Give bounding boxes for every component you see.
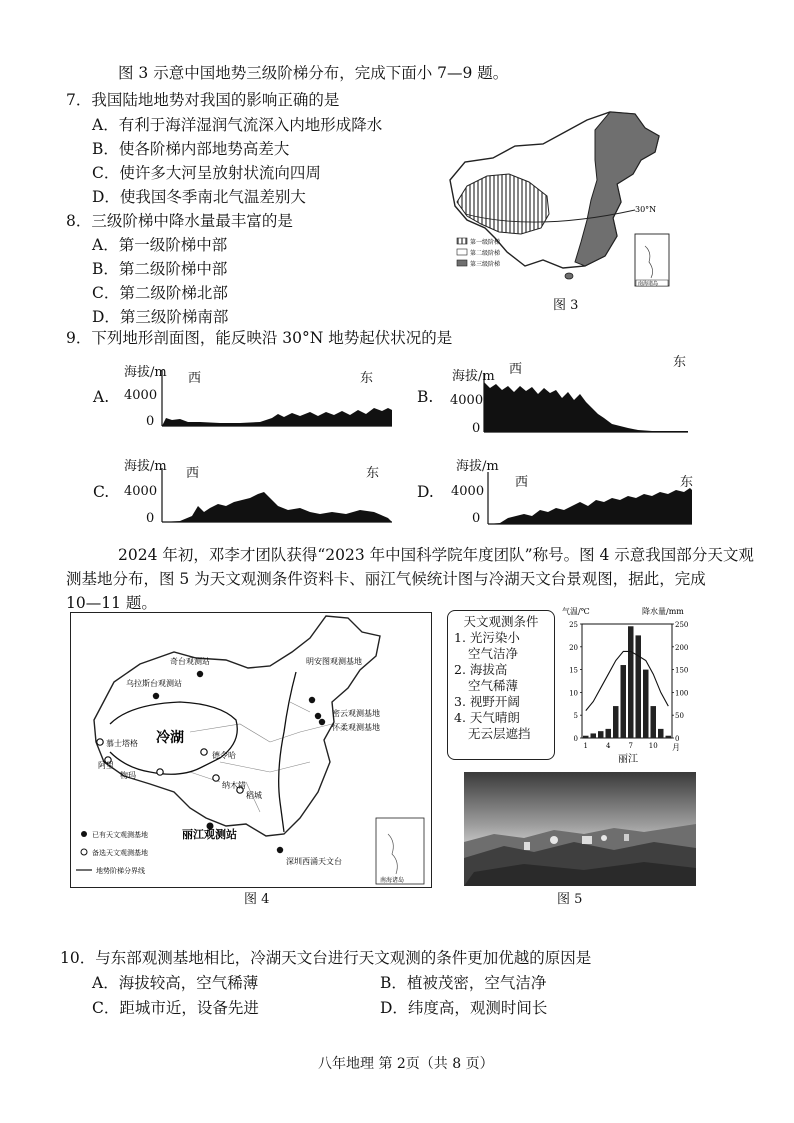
profile-d-west: 西: [515, 475, 529, 490]
station-ali: 阿里: [98, 761, 114, 770]
y-right-tick-label: 150: [675, 666, 689, 675]
q10-option-d[interactable]: D．纬度高，观测时间长: [380, 999, 548, 1017]
x-tick-label: 10: [648, 742, 658, 750]
precip-bar: [628, 626, 634, 738]
q7-option-a[interactable]: A．有利于海洋湿润气流深入内地形成降水: [92, 116, 383, 134]
legend-existing: 已有天文观测基地: [92, 831, 148, 839]
q8-option-b[interactable]: B．第二级阶梯中部: [92, 260, 228, 278]
profile-c-chart[interactable]: [160, 468, 395, 526]
legend-step-1: 第一级阶梯: [470, 239, 501, 246]
station-namco: 纳木错: [222, 781, 246, 790]
profile-d-letter[interactable]: D.: [417, 483, 434, 501]
conditions-title: 天文观测条件: [463, 614, 539, 629]
precip-bar: [613, 706, 619, 738]
profile-d-ylabel: 海拔/m: [456, 459, 499, 474]
profile-b-east: 东: [673, 355, 687, 370]
q8-option-d[interactable]: D．第三级阶梯南部: [92, 308, 229, 326]
precip-bar: [606, 729, 612, 738]
profile-c-tick-4000: 4000: [124, 484, 158, 499]
intro2-line-1: 2024 年初，邓李才团队获得“2023 年中国科学院年度团队”称号。图 4 示意我国部分天文观: [118, 546, 754, 564]
profile-c-ylabel: 海拔/m: [124, 459, 167, 474]
profile-b-tick-0: 0: [472, 421, 481, 436]
q10-option-c[interactable]: C．距城市近，设备先进: [92, 999, 259, 1017]
profile-a-letter[interactable]: A.: [93, 388, 110, 406]
y-right-tick-label: 0: [675, 735, 680, 743]
q8-option-a[interactable]: A．第一级阶梯中部: [92, 236, 228, 254]
profile-a-west: 西: [188, 371, 202, 386]
question-10-stem: 10．与东部观测基地相比，冷湖天文台进行天文观测的条件更加优越的原因是: [60, 949, 592, 967]
y-left-tick-label: 5: [573, 712, 578, 721]
q10-option-b[interactable]: B．植被茂密，空气洁净: [380, 974, 547, 992]
y-left-tick-label: 10: [569, 689, 578, 698]
figure-5-caption: 图 5: [557, 892, 583, 907]
profile-c-west: 西: [186, 466, 200, 481]
fig3-inset-label: 南海诸岛: [638, 281, 659, 287]
condition-1: 1. 光污染小: [454, 630, 520, 645]
precip-bar: [666, 736, 672, 738]
legend-step-2: 第二级阶梯: [470, 250, 501, 257]
condition-2-detail: 空气稀薄: [468, 678, 519, 693]
profile-d-east: 东: [680, 475, 694, 490]
figure-3-map: [445, 110, 695, 295]
profile-c-tick-0: 0: [146, 511, 155, 526]
station-wulasitai: 乌拉斯台观测站: [126, 679, 182, 688]
question-8-stem: 8．三级阶梯中降水量最丰富的是: [66, 212, 293, 230]
profile-b-west: 西: [509, 362, 523, 377]
condition-2: 2. 海拔高: [454, 662, 508, 677]
station-wuma: 物玛: [120, 771, 136, 780]
lenghu-label: 冷湖: [156, 730, 184, 746]
profile-d-tick-4000: 4000: [451, 484, 485, 499]
question-7-stem: 7．我国陆地地势对我国的影响正确的是: [66, 91, 340, 109]
observation-conditions-card: [447, 610, 555, 760]
intro-text: 图 3 示意中国地势三级阶梯分布，完成下面小 7—9 题。: [118, 64, 509, 82]
lenghu-observatory-photo: [464, 772, 696, 886]
station-delingha: 德令哈: [212, 751, 236, 760]
lijiang-climate-chart: [560, 604, 695, 764]
x-tick-label: 4: [606, 742, 611, 750]
precip-bar: [643, 670, 649, 738]
lat-label: 30°N: [635, 205, 657, 214]
profile-a-chart[interactable]: [160, 370, 395, 430]
profile-d-tick-0: 0: [472, 511, 481, 526]
station-mingantu: 明安图观测基地: [306, 657, 362, 666]
precip-bar: [583, 736, 589, 738]
figure-3-caption: 图 3: [553, 298, 579, 313]
profile-b-tick-4000: 4000: [450, 393, 484, 408]
profile-c-east: 东: [366, 466, 380, 481]
y-right-tick-label: 100: [675, 689, 689, 698]
y-right-tick-label: 200: [675, 643, 689, 652]
precip-bar: [621, 665, 627, 738]
profile-c-letter[interactable]: C.: [93, 483, 110, 501]
chart-title: 丽江: [618, 754, 638, 764]
y-left-tick-label: 0: [573, 735, 578, 743]
q8-option-c[interactable]: C．第二级阶梯北部: [92, 284, 228, 302]
legend-step-3: 第三级阶梯: [470, 261, 501, 268]
profile-a-ylabel: 海拔/m: [124, 365, 167, 380]
precip-bar: [658, 729, 664, 738]
precip-bar: [598, 731, 604, 738]
precip-bar: [591, 733, 597, 738]
condition-1-detail: 空气洁净: [468, 646, 519, 661]
y-left-tick-label: 15: [569, 666, 578, 675]
station-huairou: 怀柔观测基地: [332, 723, 380, 732]
station-muztagh: 慕士塔格: [106, 739, 138, 748]
profile-d-chart[interactable]: [486, 472, 696, 528]
figure-4-caption: 图 4: [244, 892, 270, 907]
station-lijiang: 丽江观测站: [182, 828, 237, 841]
condition-3: 3. 视野开阔: [454, 694, 520, 709]
profile-b-chart[interactable]: [482, 374, 692, 436]
temperature-line: [586, 651, 669, 710]
profile-a-east: 东: [360, 371, 374, 386]
q7-option-c[interactable]: C．使许多大河呈放射状流向四周: [92, 164, 321, 182]
x-tick-label: 1: [583, 742, 588, 750]
y-right-tick-label: 50: [675, 712, 684, 721]
page-footer: 八年地理 第 2页（共 8 页）: [318, 1056, 494, 1072]
precip-bar: [651, 706, 657, 738]
profile-b-letter[interactable]: B.: [417, 388, 434, 406]
condition-4-detail: 无云层遮挡: [468, 726, 531, 741]
q10-option-a[interactable]: A．海拔较高，空气稀薄: [92, 974, 259, 992]
station-daocheng: 稻城: [246, 791, 262, 800]
profile-a-tick-0: 0: [146, 414, 155, 429]
station-shenzhen: 深圳西涌天文台: [286, 857, 342, 866]
y-left-tick-label: 20: [569, 643, 578, 652]
station-qitai: 奇台观测站: [170, 657, 210, 666]
y-left-tick-label: 25: [569, 621, 578, 629]
intro2-line-3: 10—11 题。: [66, 594, 157, 612]
fig4-inset-label: 南海诸岛: [380, 877, 405, 884]
figure-4-map: [70, 612, 432, 888]
station-miyun: 密云观测基地: [332, 709, 380, 718]
chart-ylabel-right: 降水量/mm: [642, 607, 684, 616]
legend-candidate: 备选天文观测基地: [92, 849, 148, 857]
legend-step-boundary: 地势阶梯分界线: [96, 867, 145, 875]
q7-option-b[interactable]: B．使各阶梯内部地势高差大: [92, 140, 290, 158]
chart-xlabel: 月: [672, 743, 680, 752]
question-9-stem: 9．下列地形剖面图，能反映沿 30°N 地势起伏状况的是: [66, 329, 453, 347]
profile-b-ylabel: 海拔/m: [452, 369, 495, 384]
chart-ylabel-left: 气温/℃: [562, 607, 590, 616]
q7-option-d[interactable]: D．使我国冬季南北气温差别大: [92, 188, 306, 206]
x-tick-label: 7: [628, 742, 633, 750]
condition-4: 4. 天气晴朗: [454, 710, 520, 725]
y-right-tick-label: 250: [675, 621, 689, 629]
profile-a-tick-4000: 4000: [124, 388, 158, 403]
intro2-line-2: 测基地分布，图 5 为天文观测条件资料卡、丽江气候统计图与冷湖天文台景观图，据此，完成: [66, 570, 706, 588]
chart-frame: [582, 624, 672, 738]
precip-bar: [636, 635, 642, 738]
